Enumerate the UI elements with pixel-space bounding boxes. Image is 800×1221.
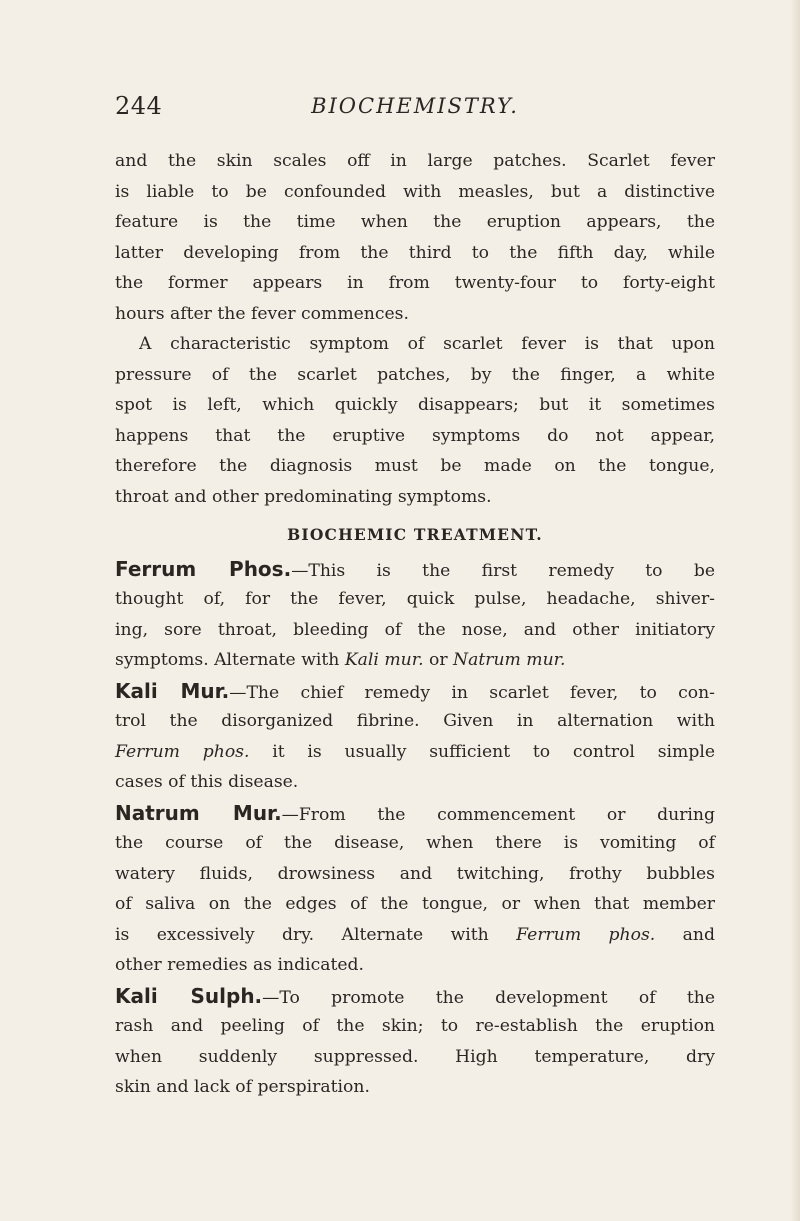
text-line: is liable to be confounded with measles, but a distinctive <box>115 181 715 202</box>
text-line: spot is left, which quickly disappears; but it sometimes <box>115 395 715 415</box>
remedy-kali-sulph <box>115 981 715 1103</box>
text-line: happens that the eruptive symptoms do not appear, <box>115 425 715 446</box>
text-line: ing, sore throat, bleeding of the nose, and other initiatory <box>115 619 715 640</box>
remedy-name: Ferrum Phos. <box>115 556 292 581</box>
remedy-name: Kali Sulph. <box>115 983 263 1008</box>
text-line <box>115 798 715 829</box>
remedy-ref: Ferrum phos. <box>516 924 656 945</box>
text-line: other remedies as indicated. <box>115 955 365 975</box>
text-line: cases of this disease. <box>115 772 299 792</box>
text-line: rash and peeling of the skin; to re-establish the eruption <box>115 1016 715 1036</box>
text-span: symptoms. Alternate with <box>115 650 345 670</box>
text-line: therefore the diagnosis must be made on the tongue, <box>115 456 715 476</box>
text-line: hours after the fever commences. <box>115 303 409 324</box>
text-line: when suddenly suppressed. High temperature, dry <box>115 1046 715 1067</box>
remedy-natrum-mur <box>115 798 715 981</box>
text-line: of saliva on the edges of the tongue, or when that member <box>115 894 715 914</box>
text-line <box>115 737 715 768</box>
text-line <box>115 676 715 707</box>
remedy-ferrum-phos <box>115 554 715 676</box>
text-span: —The chief remedy in scarlet fever, to con- <box>229 682 715 703</box>
section-heading: BIOCHEMIC TREATMENT. <box>287 525 543 544</box>
running-head: BIOCHEMISTRY. <box>311 94 519 118</box>
text-line: thought of, for the fever, quick pulse, headache, shiver- <box>115 589 715 609</box>
text-line: pressure of the scarlet patches, by the finger, a white <box>115 364 715 385</box>
text-line <box>115 554 715 585</box>
text-line: skin and lack of perspiration. <box>115 1077 370 1097</box>
text-line: feature is the time when the eruption appears, the <box>115 212 715 232</box>
text-line: latter developing from the third to the fifth day, while <box>115 242 715 263</box>
text-span: and <box>655 924 715 945</box>
remedy-name: Natrum Mur. <box>115 800 282 825</box>
text-span: is excessively dry. Alternate with <box>115 924 517 945</box>
page-body <box>115 146 715 1103</box>
text-line <box>115 645 715 676</box>
remedy-kali-mur <box>115 676 715 798</box>
text-line: throat and other predominating symptoms. <box>115 486 492 507</box>
paragraph-scarlet-fever-intro <box>115 146 715 329</box>
text-span: —This is the first remedy to be <box>291 560 715 581</box>
text-line: trol the disorganized fibrine. Given in alternation with <box>115 711 715 731</box>
text-span: —From the commencement or during <box>281 804 715 825</box>
text-line: and the skin scales off in large patches. Scarlet fever <box>115 151 715 171</box>
paragraph-characteristic-symptom <box>115 329 715 512</box>
text-line: the course of the disease, when there is vomiting of <box>115 833 715 853</box>
remedy-ref: Ferrum phos. <box>115 741 250 762</box>
text-span: or <box>423 650 454 670</box>
page-edge-shadow <box>790 0 800 1221</box>
text-line <box>115 920 715 951</box>
text-span: —To promote the development of the <box>262 987 716 1008</box>
page-header <box>115 92 715 128</box>
text-span: it is usually sufficient to control simple <box>249 741 716 762</box>
text-line: A characteristic symptom of scarlet fever is that upon <box>139 334 715 354</box>
text-line: watery fluids, drowsiness and twitching, frothy bubbles <box>115 863 715 884</box>
remedy-ref: Kali mur. <box>344 650 424 670</box>
remedy-name: Kali Mur. <box>115 678 230 703</box>
remedy-ref: Natrum mur. <box>453 650 566 670</box>
page-number: 244 <box>115 92 163 120</box>
text-line <box>115 981 715 1012</box>
text-line: the former appears in from twenty-four to forty-eight <box>115 273 715 293</box>
